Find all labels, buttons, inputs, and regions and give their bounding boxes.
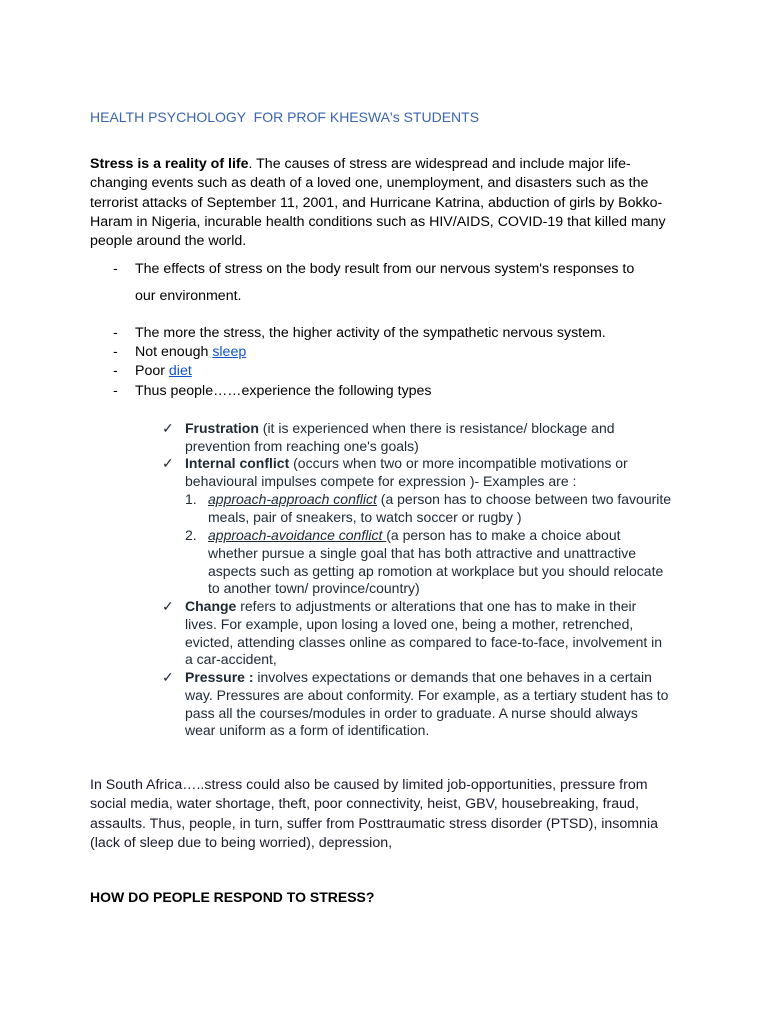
item-number: 2.: [185, 527, 197, 543]
bullet-text: our environment.: [135, 288, 242, 304]
bullet-text: The effects of stress on the body result from our nervous system's responses to: [135, 261, 635, 277]
change-description: refers to adjustments or alterations that one has to make in their lives. For example, upon losing a loved one, being a mother, retrenched, evicted, attending classes online as compared to face-to-face, involvement in a car-accident,: [185, 598, 663, 668]
internal-conflict-description: (occurs when two or more incompatible motivations or behavioural impulses compete for expression )- Examples are :: [185, 455, 628, 489]
approach-approach-description: (a person has to choose between two favourite meals, pair of sneakers, to watch soccer or rugby ): [208, 491, 672, 525]
frustration-term: Frustration: [185, 420, 259, 436]
diet-link[interactable]: diet: [168, 363, 192, 379]
approach-approach-term: approach-approach conflict: [208, 491, 377, 507]
bullet-dash: -: [113, 344, 118, 360]
south-africa-paragraph: In South Africa…..stress could also be caused by limited job-opportunities, pressure from social media, water shortage, theft, poor connectivity, heist, GBV, housebreaking, fraud, assaults. Thus, people, in turn, suffer from Posttraumatic stress disorder (PTSD), insomnia (lack of sleep due to being worried), depression,: [90, 777, 658, 851]
bullet-dash: -: [113, 261, 118, 277]
approach-avoidance-term: approach-avoidance conflict: [208, 527, 387, 543]
bullet-dash: -: [113, 383, 118, 399]
section-heading: HOW DO PEOPLE RESPOND TO STRESS?: [90, 889, 375, 905]
bullet-text: Poor: [135, 363, 169, 379]
bullet-text: The more the stress, the higher activity of the sympathetic nervous system.: [135, 325, 606, 341]
bullet-dash: -: [113, 325, 118, 341]
checkmark-icon: ✓: [162, 420, 174, 436]
frustration-description: (it is experienced when there is resistance/ blockage and prevention from reaching one's goals): [185, 420, 615, 454]
item-number: 1.: [185, 491, 197, 507]
intro-bold-lead: Stress is a reality of life: [90, 156, 249, 172]
checkmark-icon: ✓: [162, 455, 174, 471]
pressure-description: involves expectations or demands that one behaves in a certain way. Pressures are about conformity. For example, as a tertiary student has to pass all the courses/modules in order to graduate. A nurse should always wear uniform as a form of identification.: [185, 669, 669, 739]
pressure-term: Pressure :: [185, 669, 254, 685]
change-term: Change: [185, 598, 237, 614]
bullet-dash: -: [113, 363, 118, 379]
sleep-link[interactable]: sleep: [212, 344, 247, 360]
checkmark-icon: ✓: [162, 669, 174, 685]
checkmark-icon: ✓: [162, 598, 174, 614]
intro-text: . The causes of stress are widespread and include major life-changing events such as death of a loved one, unemployment, and disasters such as the terrorist attacks of September 11, 2001, and Hurricane Katrina, abduction of girls by Bokko-Haram in Nigeria, incurable health conditions such as HIV/AIDS, COVID-19 that killed many people around the world.: [90, 156, 666, 250]
document-title: HEALTH PSYCHOLOGY FOR PROF KHESWA's STUDENTS: [90, 109, 480, 125]
bullet-text: Not enough: [135, 344, 213, 360]
internal-conflict-term: Internal conflict: [185, 455, 290, 471]
bullet-text: Thus people……experience the following types: [135, 383, 432, 399]
approach-avoidance-description: (a person has to make a choice about whether pursue a single goal that has both attractive and unattractive aspects such as getting ap romotion at workplace but you should relocate to another town/ province/country): [208, 527, 664, 597]
intro-paragraph: [90, 155, 682, 251]
